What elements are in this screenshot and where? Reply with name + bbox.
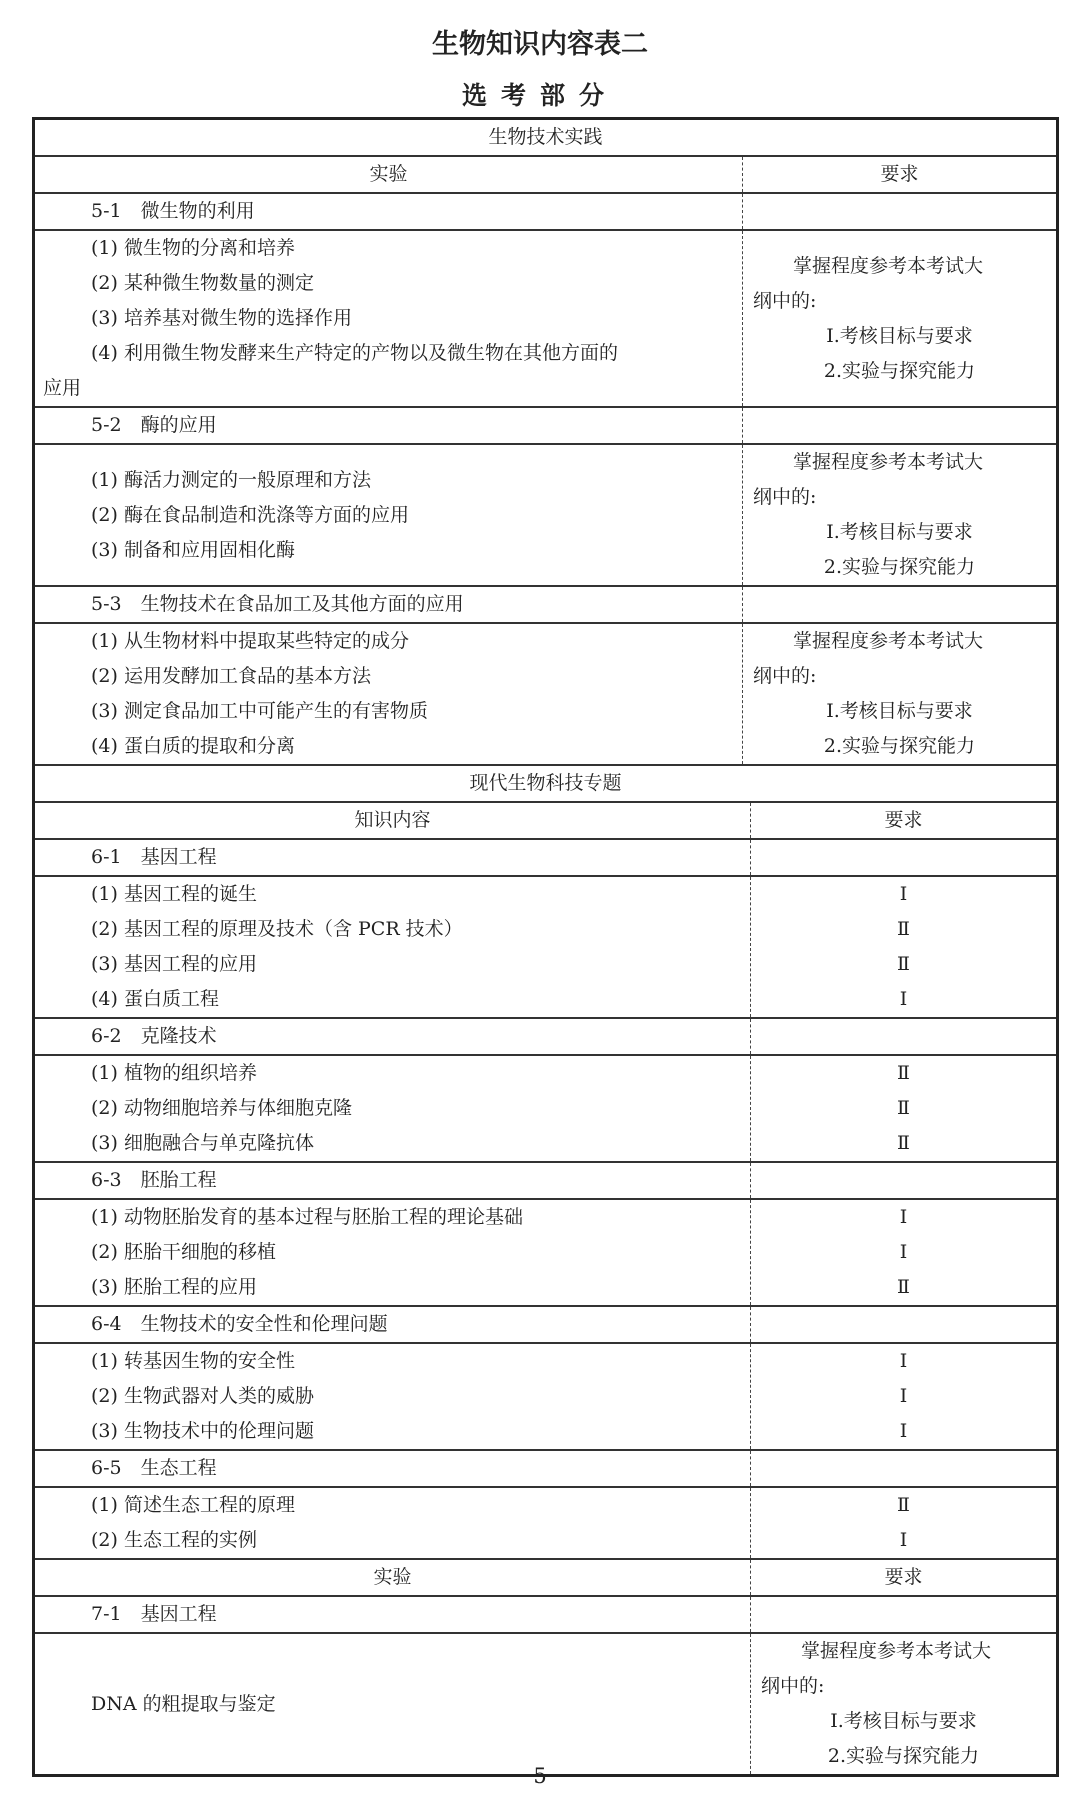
right-cell (743, 194, 1056, 229)
requirement-level: Ⅱ (897, 1494, 910, 1516)
requirement-line: 掌握程度参考本考试大 (793, 254, 984, 277)
right-cell (751, 1056, 1056, 1161)
list-item: (1) 转基因生物的安全性 (91, 1350, 295, 1372)
list-item: (2) 动物细胞培养与体细胞克隆 (91, 1097, 352, 1119)
list-item: (3) 培养基对微生物的选择作用 (91, 307, 352, 329)
topic-title: 5-3 生物技术在食品加工及其他方面的应用 (35, 587, 743, 622)
topic-title: 5-2 酶的应用 (35, 408, 743, 443)
column-header-content: 知识内容 (35, 803, 751, 838)
page-number: 5 (533, 1764, 547, 1788)
requirement-line: 掌握程度参考本考试大 (793, 630, 984, 652)
page-subtitle: 选考部分 (461, 81, 618, 110)
topic-row (35, 838, 1056, 875)
left-cell (35, 1200, 751, 1305)
requirement-level: Ⅰ (899, 1241, 908, 1263)
topic-row (35, 1595, 1056, 1632)
items-row (35, 443, 1056, 585)
page-title: 生物知识内容表二 (432, 29, 648, 60)
topic-row (35, 1161, 1056, 1198)
topic-row (35, 406, 1056, 443)
right-cell (751, 1307, 1056, 1342)
list-item: (1) 酶活力测定的一般原理和方法 (91, 468, 371, 491)
topic-row (35, 192, 1056, 229)
items-row (35, 1054, 1056, 1161)
topic-title: 6-5 生态工程 (35, 1451, 751, 1486)
requirement-line: 掌握程度参考本考试大 (801, 1640, 992, 1662)
right-cell (751, 1451, 1056, 1486)
items-row (35, 1486, 1056, 1558)
list-item: (3) 基因工程的应用 (91, 953, 257, 975)
topic-title: 5-1 微生物的利用 (35, 194, 743, 229)
right-cell (751, 1200, 1056, 1305)
requirement-line: Ⅰ.考核目标与要求 (826, 324, 973, 347)
left-cell (35, 1488, 751, 1558)
right-cell (751, 1019, 1056, 1054)
left-cell (35, 231, 743, 406)
list-item: (1) 动物胚胎发育的基本过程与胚胎工程的理论基础 (91, 1206, 523, 1228)
left-cell (35, 1344, 751, 1449)
requirement-line: 2.实验与探究能力 (827, 1745, 980, 1767)
requirement-line: Ⅰ.考核目标与要求 (826, 521, 973, 543)
topic-title: 6-4 生物技术的安全性和伦理问题 (35, 1307, 751, 1342)
section-title: 现代生物科技专题 (469, 772, 622, 794)
requirement-level: Ⅱ (897, 918, 910, 940)
requirement-level: Ⅱ (897, 953, 910, 975)
list-item: (2) 基因工程的原理及技术（含 PCR 技术） (91, 918, 463, 940)
requirement-level: Ⅱ (897, 1132, 910, 1154)
topic-row (35, 1017, 1056, 1054)
list-item-continuation: 应用 (43, 377, 82, 399)
requirement-level: Ⅱ (897, 1276, 910, 1298)
topic-title: 6-3 胚胎工程 (35, 1163, 751, 1198)
column-header-row (35, 1558, 1056, 1595)
list-item: (4) 蛋白质的提取和分离 (91, 735, 295, 757)
list-item: (2) 运用发酵加工食品的基本方法 (91, 665, 371, 687)
left-cell (35, 1056, 751, 1161)
list-item: (3) 胚胎工程的应用 (91, 1276, 257, 1298)
list-item: (1) 简述生态工程的原理 (91, 1494, 295, 1516)
column-header-content: 实验 (35, 157, 743, 192)
right-cell (751, 1634, 1056, 1774)
section-header-row (35, 764, 1056, 801)
list-item: DNA 的粗提取与鉴定 (91, 1692, 276, 1715)
requirement-level: Ⅰ (899, 883, 908, 905)
list-item: (2) 生态工程的实例 (91, 1529, 257, 1551)
right-cell (751, 877, 1056, 1017)
list-item: (1) 基因工程的诞生 (91, 883, 257, 905)
left-cell (35, 1634, 751, 1774)
topic-row (35, 585, 1056, 622)
right-cell (743, 408, 1056, 443)
right-cell (743, 231, 1056, 406)
right-cell (751, 1597, 1056, 1632)
requirement-level: Ⅰ (899, 1385, 908, 1407)
right-cell (751, 1488, 1056, 1558)
requirement-line: 掌握程度参考本考试大 (793, 451, 984, 473)
list-item: (3) 制备和应用固相化酶 (91, 538, 295, 561)
list-item: (3) 生物技术中的伦理问题 (91, 1420, 314, 1442)
column-header-row (35, 801, 1056, 838)
list-item: (2) 酶在食品制造和洗涤等方面的应用 (91, 503, 409, 526)
right-cell (751, 1163, 1056, 1198)
requirement-line: 2.实验与探究能力 (823, 735, 976, 757)
left-cell (35, 877, 751, 1017)
list-item: (4) 蛋白质工程 (91, 988, 219, 1010)
topic-title: 6-2 克隆技术 (35, 1019, 751, 1054)
items-row (35, 1198, 1056, 1305)
left-cell (35, 445, 743, 585)
right-cell (743, 587, 1056, 622)
right-cell (751, 1344, 1056, 1449)
list-item: (1) 从生物材料中提取某些特定的成分 (91, 630, 409, 652)
requirement-line: 纲中的: (761, 1675, 825, 1697)
column-header-requirement: 要求 (880, 163, 919, 185)
left-cell (35, 624, 743, 764)
list-item: (1) 微生物的分离和培养 (91, 237, 295, 259)
list-item: (2) 胚胎干细胞的移植 (91, 1241, 276, 1263)
knowledge-table (32, 117, 1059, 1777)
items-row (35, 1342, 1056, 1449)
topic-row (35, 1305, 1056, 1342)
topic-title: 7-1 基因工程 (35, 1597, 751, 1632)
topic-row (35, 1449, 1056, 1486)
column-header-requirement: 要求 (884, 1566, 923, 1588)
list-item: (3) 测定食品加工中可能产生的有害物质 (91, 700, 428, 722)
column-header-requirement: 要求 (884, 809, 923, 831)
list-item: (1) 植物的组织培养 (91, 1062, 257, 1084)
right-cell (743, 624, 1056, 764)
items-row (35, 622, 1056, 764)
requirement-line: 纲中的: (753, 665, 817, 687)
list-item: (4) 利用微生物发酵来生产特定的产物以及微生物在其他方面的 (91, 342, 618, 364)
requirement-line: Ⅰ.考核目标与要求 (826, 700, 973, 722)
requirement-level: Ⅰ (899, 1420, 908, 1442)
requirement-level: Ⅰ (899, 988, 908, 1010)
requirement-level: Ⅱ (897, 1097, 910, 1119)
items-row (35, 229, 1056, 406)
list-item: (2) 某种微生物数量的测定 (91, 272, 314, 294)
requirement-line: 纲中的: (753, 486, 817, 508)
right-cell (743, 445, 1056, 585)
list-item: (2) 生物武器对人类的威胁 (91, 1385, 314, 1407)
requirement-line: 纲中的: (753, 289, 817, 312)
items-row (35, 1632, 1056, 1774)
requirement-level: Ⅰ (899, 1529, 908, 1551)
section-title: 生物技术实践 (488, 126, 603, 148)
requirement-line: 2.实验与探究能力 (823, 359, 976, 382)
column-header-row (35, 155, 1056, 192)
section-header-row (35, 120, 1056, 155)
requirement-line: Ⅰ.考核目标与要求 (830, 1710, 977, 1732)
requirement-level: Ⅰ (899, 1206, 908, 1228)
items-row (35, 875, 1056, 1017)
column-header-content: 实验 (35, 1560, 751, 1595)
requirement-level: Ⅱ (897, 1062, 910, 1084)
requirement-level: Ⅰ (899, 1350, 908, 1372)
list-item: (3) 细胞融合与单克隆抗体 (91, 1132, 314, 1154)
topic-title: 6-1 基因工程 (35, 840, 751, 875)
requirement-line: 2.实验与探究能力 (823, 556, 976, 578)
right-cell (751, 840, 1056, 875)
